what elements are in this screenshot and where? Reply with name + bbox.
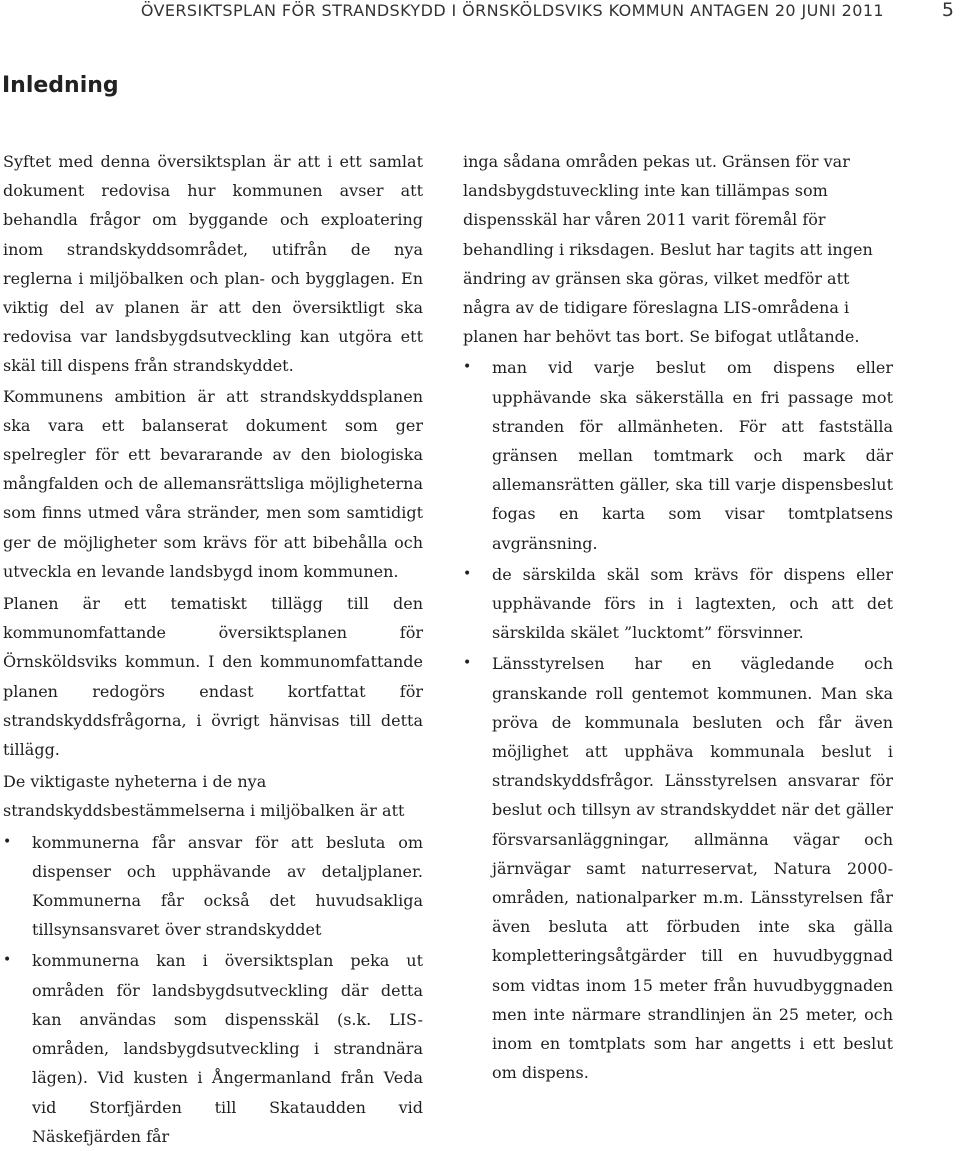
list-item (463, 560, 893, 648)
intro-paragraph: Syftet med denna översiktsplan är att i ett samlat dokument redovisa hur kommunen avser att behandla frågor om byggande och exploatering inom strandskyddsområdet, utifrån de nya reglerna i miljöbalken och plan- och bygglagen. En viktig del av planen är att den översiktligt ska redovisa var landsbygdsutveckling kan utgöra ett skäl till dispens från strandskyddet. (3, 152, 423, 376)
plan-paragraph: Planen är ett tematiskt tillägg till den kommunomfattande översiktsplanen för Örnsköldsviks kommun. I den kommunomfattande planen redogörs endast kortfattat för strandskyddsfrågorna, i övrigt hänvisas till detta tillägg. (3, 594, 423, 760)
continued-bullet-list (463, 353, 893, 1087)
left-column (3, 147, 423, 1151)
list-item (3, 946, 423, 1150)
list-item (463, 353, 893, 557)
ambition-paragraph: Kommunens ambition är att strandskyddsplanen ska vara ett balanserat dokument som ger spelregler för ett bevararande av den biologiska mångfalden och de allemansrättsliga möjligheterna som finns utmed våra stränder, men som samtidigt ger de möjligheter som krävs för att bibehålla och utveckla en levande landsbygd inom kommunen. (3, 386, 423, 581)
running-title: ÖVERSIKTSPLAN FÖR STRANDSKYDD I ÖRNSKÖLDSVIKS KOMMUN ANTAGEN 20 JUNI 2011 (140, 1, 884, 20)
bullet-icon: • (3, 833, 12, 850)
continuation-paragraph: inga sådana områden pekas ut. Gränsen för var landsbygdstuveckling inte kan tillämpas som dispensskäl har våren 2011 varit föremål för behandling i riksdagen. Beslut har tagits att ingen ändring av gränsen ska göras, vilket medför att några av de tidigare föreslagna LIS-områdena i planen har behövt tas bort. Se bifogat utlåtande. (463, 152, 873, 347)
right-column (463, 147, 893, 1088)
list-item-text: man vid varje beslut om dispens eller upphävande ska säkerställa en fri passage mot stranden för allmänheten. För att fastställa gränsen mellan tomtmark och mark där allemansrätten gäller, ska till varje dispensbeslut fogas en karta som visar tomtplatsens avgränsning. (492, 358, 893, 553)
list-item-text: Länsstyrelsen har en vägledande och granskande roll gentemot kommunen. Man ska pröva de kommunala besluten och får även möjlighet att upphäva kommunala beslut i strandskyddsfrågor. Länsstyrelsen ansvarar för beslut och tillsyn av strandskyddet när det gäller försvarsanläggningar, allmänna vägar och järnvägar samt naturreservat, Natura 2000-områden, nationalparker m.m. Länsstyrelsen får även besluta att förbuden inte ska gälla kompletteringsåtgärder till en huvudbyggnad som vidtas inom 15 meter från huvudbyggnaden men inte närmare strandlinjen än 25 meter, och inom en tomtplats som har angetts i ett beslut om dispens. (492, 654, 893, 1083)
list-item-text: de särskilda skäl som krävs för dispens eller upphävande förs in i lagtexten, och att det särskilda skälet ”lucktomt” försvinner. (492, 564, 893, 643)
bullet-icon: • (463, 655, 472, 672)
list-item (463, 649, 893, 1087)
news-intro-paragraph: De viktigaste nyheterna i de nya strandskyddsbestämmelserna i miljöbalken är att (3, 772, 405, 821)
bullet-icon: • (3, 952, 12, 969)
bullet-icon: • (463, 359, 472, 376)
news-bullet-list (3, 828, 423, 1151)
bullet-icon: • (463, 565, 472, 582)
list-item-text: kommunerna kan i översiktsplan peka ut områden för landsbygdsutveckling där detta kan användas som dispensskäl (s.k. LIS-områden, landsbygdsutveckling i strandnära lägen). Vid kusten i Ångermanland från Veda vid Storfjärden till Skataudden vid Näskefjärden får (32, 951, 423, 1146)
section-heading: Inledning (2, 73, 119, 98)
running-header (0, 0, 960, 30)
list-item (3, 828, 423, 945)
list-item-text: kommunerna får ansvar för att besluta om dispenser och upphävande av detaljplaner. Kommunerna får också det huvudsakliga tillsynsansvaret över strandskyddet (32, 832, 423, 940)
page-number: 5 (941, 0, 954, 21)
